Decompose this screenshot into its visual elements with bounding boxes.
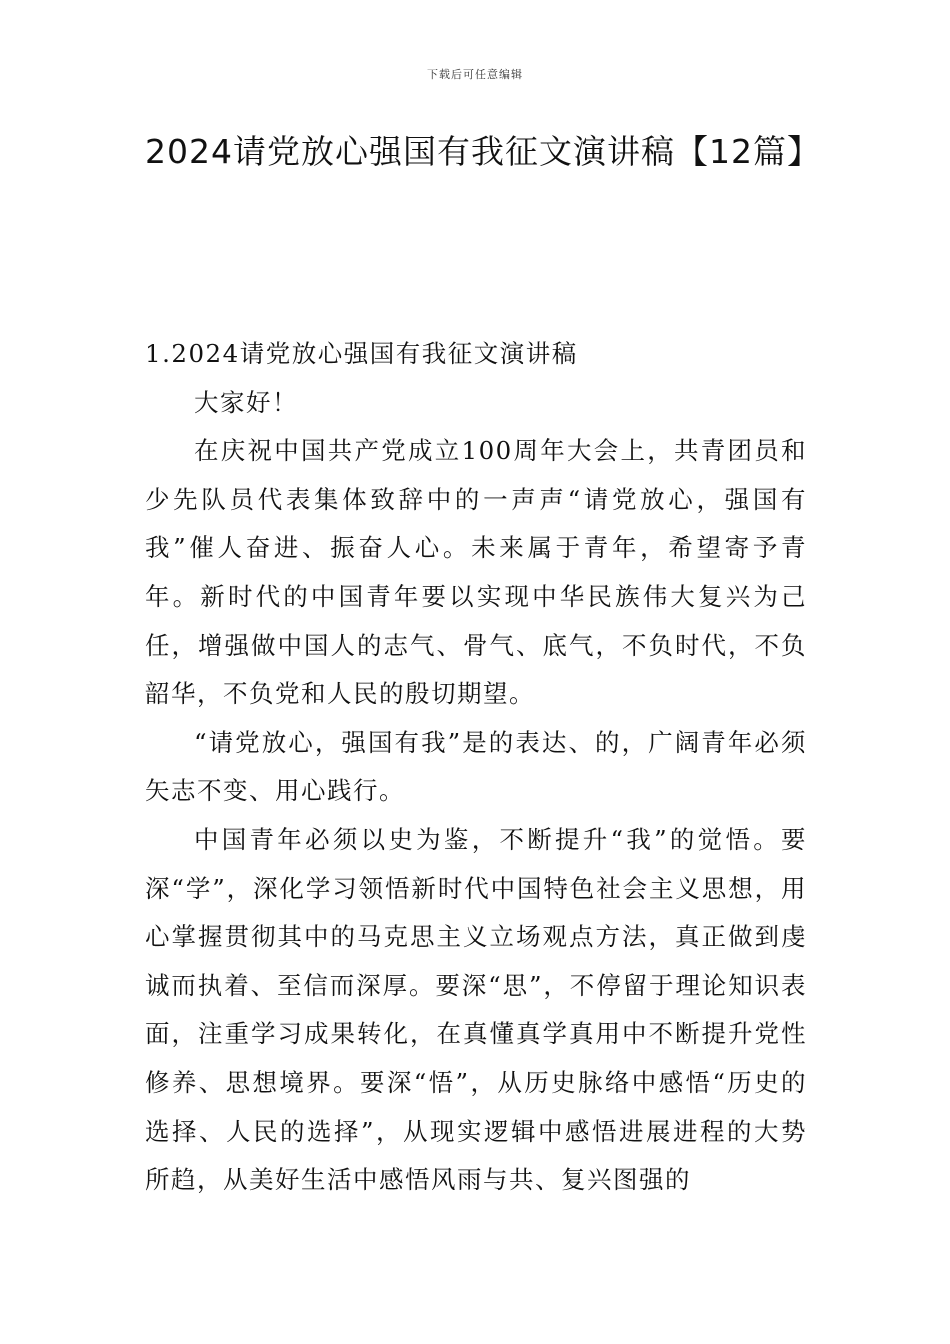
paragraph-2: “请党放心，强国有我”是的表达、的，广阔青年必须矢志不变、用心践行。 xyxy=(145,727,807,806)
paragraph-greeting: 大家好！ xyxy=(194,387,298,417)
document-body xyxy=(145,330,807,1205)
paragraph-3: 中国青年必须以史为鉴，不断提升“我”的觉悟。要深“学”，深化学习领悟新时代中国特色社会主义思想，用心掌握贯彻其中的马克思主义立场观点方法，真正做到虔诚而执着、至信而深厚。要深“思”，不停留于理论知识表面，注重学习成果转化，在真懂真学真用中不断提升党性修养、思想境界。要深“悟”，从历史脉络中感悟“历史的选择、人民的选择”，从现实逻辑中感悟进展进程的大势所趋，从美好生活中感悟风雨与共、复兴图强的 xyxy=(145,824,807,1195)
paragraph-1: 在庆祝中国共产党成立100周年大会上，共青团员和少先队员代表集体致辞中的一声声“请党放心，强国有我”催人奋进、振奋人心。未来属于青年，希望寄予青年。新时代的中国青年要以实现中华民族伟大复兴为己任，增强做中国人的志气、骨气、底气，不负时代，不负韶华，不负党和人民的殷切期望。 xyxy=(145,436,807,709)
page-header-note: 下载后可任意编辑 xyxy=(427,68,523,81)
document-title: 2024请党放心强国有我征文演讲稿【12篇】 xyxy=(145,132,821,171)
section-heading: 1.2024请党放心强国有我征文演讲稿 xyxy=(145,339,578,368)
